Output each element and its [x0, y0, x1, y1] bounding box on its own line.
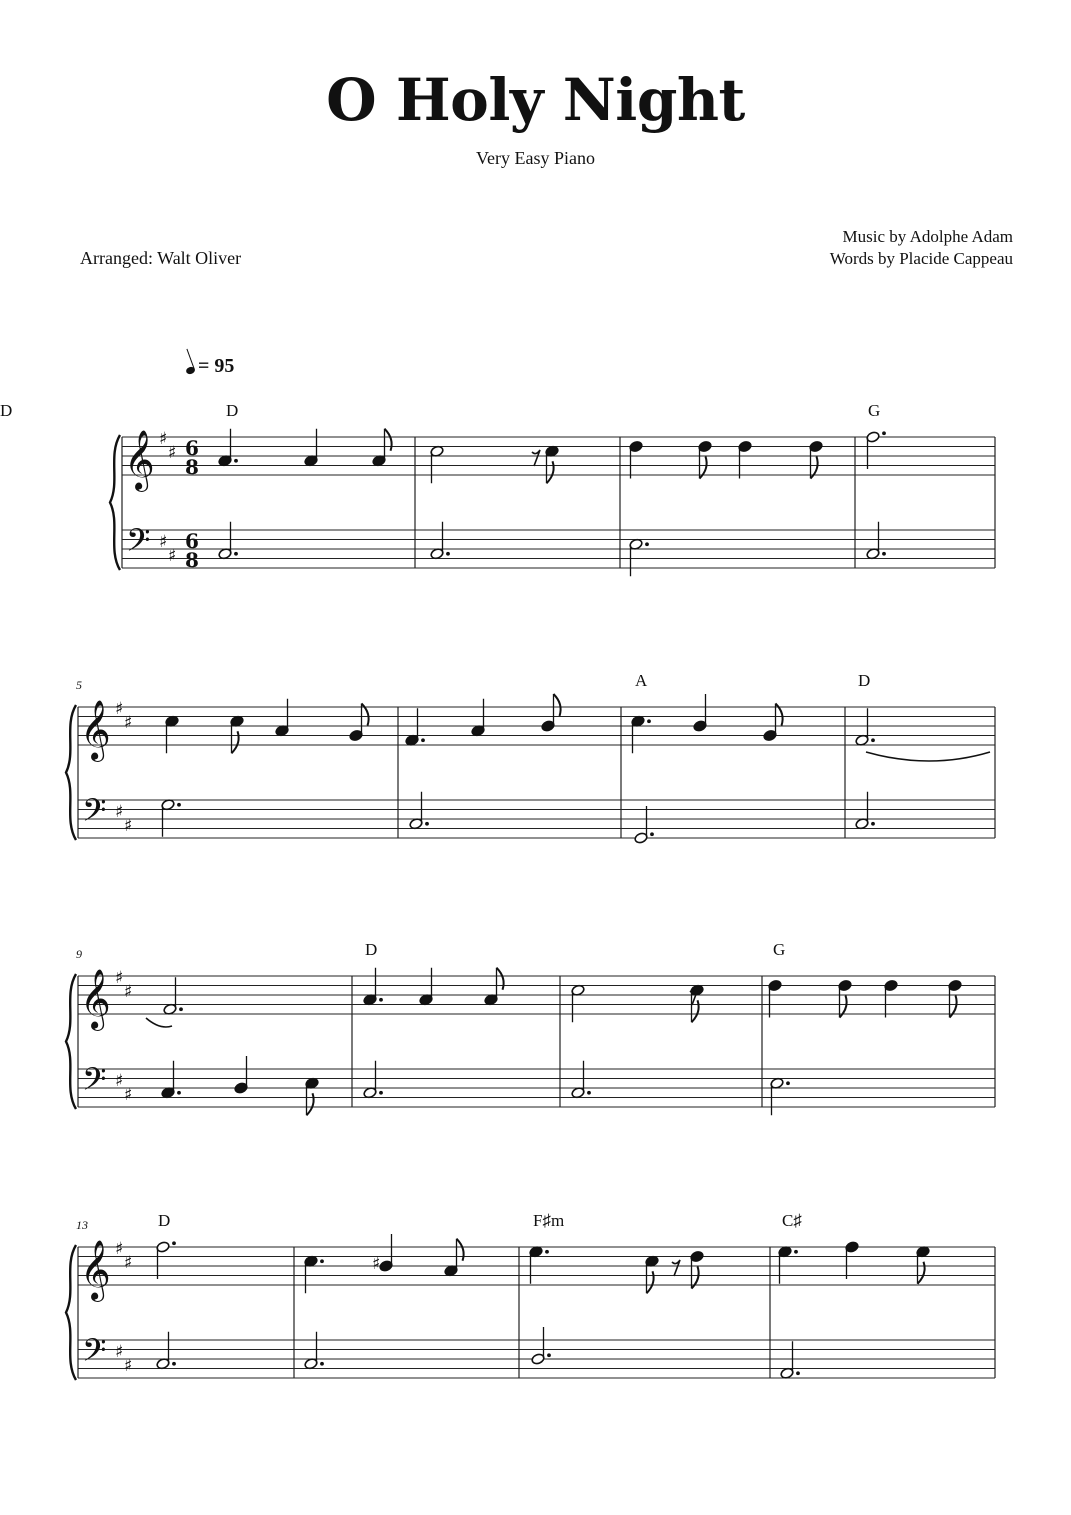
dot — [379, 998, 383, 1002]
brace — [66, 1245, 76, 1380]
dot — [587, 1091, 591, 1095]
time-signature-numerator: 6 — [185, 529, 199, 553]
brace — [110, 435, 120, 570]
chord-symbol: D — [365, 940, 378, 959]
sharp-icon: ♯ — [168, 443, 177, 463]
dot — [177, 1091, 181, 1095]
flag — [232, 731, 239, 753]
bass-clef-icon: 𝄢 — [82, 1061, 107, 1105]
dot — [379, 1091, 383, 1095]
dot — [177, 803, 181, 807]
bass-clef-icon: 𝄢 — [126, 522, 151, 566]
eighth-rest-icon — [532, 450, 540, 466]
dot — [547, 1353, 551, 1357]
sharp-icon: ♯ — [124, 1253, 133, 1273]
tempo-value: = 95 — [198, 355, 235, 377]
time-signature-numerator: 6 — [185, 436, 199, 460]
dot — [234, 459, 238, 463]
sharp-icon: ♯ — [372, 1254, 381, 1274]
treble-clef-icon: 𝄞 — [80, 1240, 111, 1300]
dot — [234, 552, 238, 556]
sharp-icon: ♯ — [124, 982, 133, 1002]
dot — [179, 1007, 183, 1011]
dot — [650, 832, 654, 836]
measure-number: 5 — [76, 678, 82, 692]
chord-symbol: F♯m — [533, 1211, 565, 1230]
flag — [497, 968, 504, 990]
bass-clef-icon: 𝄢 — [82, 792, 107, 836]
tie — [146, 1018, 172, 1027]
measure-number: 9 — [76, 947, 82, 961]
sharp-icon: ♯ — [124, 1085, 133, 1105]
dot — [794, 1250, 798, 1254]
dot — [882, 431, 886, 435]
bass-clef-icon: 𝄢 — [82, 1332, 107, 1376]
dot — [882, 552, 886, 556]
sharp-icon: ♯ — [115, 1239, 124, 1259]
chord-symbol: G — [773, 940, 786, 959]
sharp-icon: ♯ — [124, 713, 133, 733]
flag — [918, 1262, 925, 1284]
dot — [786, 1081, 790, 1085]
sharp-icon: ♯ — [124, 1356, 133, 1376]
music-credit: Music by Adolphe Adam — [842, 227, 1013, 246]
sharp-icon: ♯ — [115, 1342, 124, 1362]
dot — [871, 738, 875, 742]
treble-clef-icon: 𝄞 — [80, 700, 111, 760]
chord-symbol: D — [858, 671, 871, 690]
words-credit: Words by Placide Cappeau — [829, 249, 1013, 268]
piece-subtitle: Very Easy Piano — [476, 148, 595, 168]
flag — [307, 1093, 314, 1115]
treble-clef-icon: 𝄞 — [80, 969, 111, 1029]
dot — [446, 552, 450, 556]
chord-symbol: D — [226, 401, 239, 420]
flag — [547, 461, 554, 483]
dot — [645, 542, 649, 546]
dot — [871, 822, 875, 826]
flag — [457, 1239, 464, 1261]
dot — [320, 1259, 324, 1263]
sharp-icon: ♯ — [115, 802, 124, 822]
time-signature-denominator: 8 — [185, 548, 199, 572]
flag — [647, 1271, 654, 1293]
arranger-credit: Arranged: Walt Oliver — [80, 248, 242, 268]
chord-symbol: C♯ — [782, 1211, 802, 1230]
dot — [796, 1371, 800, 1375]
dot — [647, 719, 651, 723]
tie — [866, 752, 990, 761]
chord-symbol: G — [868, 401, 881, 420]
chord-symbol: D — [0, 401, 13, 420]
dot — [172, 1241, 176, 1245]
dot — [545, 1250, 549, 1254]
chord-symbol: A — [635, 671, 648, 690]
sharp-icon: ♯ — [159, 429, 168, 449]
dot — [425, 822, 429, 826]
dot — [320, 1362, 324, 1366]
brace — [66, 974, 76, 1109]
time-signature-denominator: 8 — [185, 455, 199, 479]
flag — [554, 694, 561, 716]
sharp-icon: ♯ — [124, 816, 133, 836]
chord-symbol: D — [158, 1211, 171, 1230]
sharp-icon: ♯ — [115, 968, 124, 988]
dot — [172, 1362, 176, 1366]
sharp-icon: ♯ — [115, 1071, 124, 1091]
dot — [421, 738, 425, 742]
sharp-icon: ♯ — [168, 546, 177, 566]
eighth-rest-icon — [672, 1260, 680, 1276]
sharp-icon: ♯ — [115, 699, 124, 719]
brace — [66, 705, 76, 840]
sharp-icon: ♯ — [159, 532, 168, 552]
piece-title: O Holy Night — [326, 66, 745, 134]
flag — [385, 429, 392, 451]
treble-clef-icon: 𝄞 — [124, 430, 155, 490]
measure-number: 13 — [76, 1218, 88, 1232]
